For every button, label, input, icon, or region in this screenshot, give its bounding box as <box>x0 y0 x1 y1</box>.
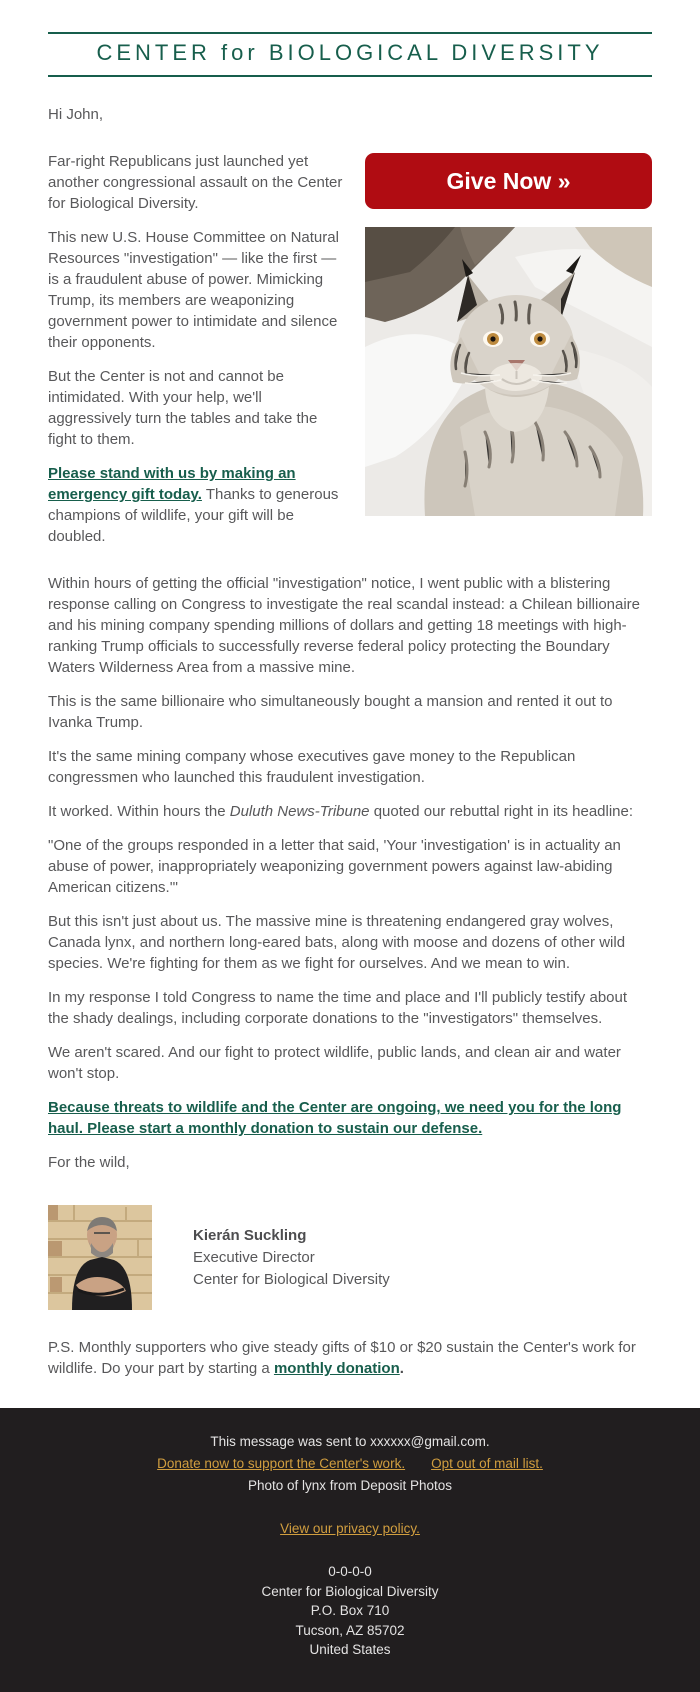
paragraph-text: It worked. Within hours the <box>48 803 230 820</box>
paragraph-text: . <box>399 1360 404 1377</box>
closing: For the wild, <box>48 1154 130 1171</box>
photo-credit: Photo of lynx from Deposit Photos <box>247 1478 453 1493</box>
cta-column <box>365 138 652 516</box>
intro-text-column <box>48 138 344 560</box>
paragraph <box>48 801 652 822</box>
signer-title: Executive Director <box>193 1248 315 1266</box>
give-now-button[interactable]: Give Now » <box>365 153 652 209</box>
greeting: Hi John, <box>48 106 104 123</box>
paragraph: But this isn't just about us. The massive mine is threatening endangered gray wolves, Canada lynx, and northern long-eared bats, along with moose and dozens of other wild species. We're fighting for them as we fight for ourselves. And we mean to win. <box>48 913 626 972</box>
body-section <box>0 573 700 1173</box>
paragraph: This new U.S. House Committee on Natural Resources "investigation" — like the first — is a fraudulent abuse of power. Mimicking Trump, its members are weaponizing government power to intimidate and silence their opponents. <box>48 229 339 351</box>
footer-country: United States <box>309 1642 391 1657</box>
email-footer <box>0 1408 700 1692</box>
paragraph: It's the same mining company whose executives gave money to the Republican congressmen who launched this fraudulent investigation. <box>48 748 576 786</box>
footer-po-box: P.O. Box 710 <box>310 1603 390 1618</box>
monthly-donation-link[interactable]: Because threats to wildlife and the Center are ongoing, we need you for the long haul. Please start a monthly donation to sustain our defense. <box>48 1099 622 1137</box>
sent-to-text: This message was sent to xxxxxx@gmail.com. <box>210 1434 490 1449</box>
footer-city: Tucson, AZ 85702 <box>295 1622 405 1638</box>
paragraph <box>48 463 344 547</box>
privacy-row <box>0 1518 700 1540</box>
newspaper-name: Duluth News-Tribune <box>229 803 370 820</box>
paragraph-text: quoted our rebuttal right in its headline: <box>369 803 634 820</box>
lynx-photo <box>365 227 652 516</box>
paragraph-text: Thanks to generous champions of wildlife, your gift will be doubled. <box>48 486 339 545</box>
signer-org: Center for Biological Diversity <box>193 1270 390 1288</box>
paragraph-text: P.S. Monthly supporters who give steady gifts of $10 or $20 sustain the Center's work for wildlife. Do your part by starting a <box>48 1339 636 1377</box>
paragraph: We aren't scared. And our fight to protect wildlife, public lands, and clean air and water won't stop. <box>48 1044 621 1082</box>
ps-monthly-donation-link[interactable]: monthly donation <box>273 1360 400 1377</box>
masthead <box>48 32 652 77</box>
footer-links-row <box>0 1453 700 1475</box>
footer-donate-link[interactable]: Donate now to support the Center's work. <box>157 1456 406 1471</box>
paragraph: But the Center is not and cannot be intimidated. With your help, we'll aggressively turn the tables and take the fight to them. <box>48 368 318 448</box>
paragraph: In my response I told Congress to name the time and place and I'll publicly testify about the shady dealings, including corporate donations to the "investigators" themselves. <box>48 989 628 1027</box>
signature-block <box>0 1205 700 1310</box>
emergency-gift-link[interactable]: Please stand with us by making an emergency gift today. <box>48 465 296 503</box>
paragraph <box>48 1097 652 1139</box>
footer-optout-link[interactable]: Opt out of mail list. <box>431 1456 543 1471</box>
privacy-policy-link[interactable]: View our privacy policy. <box>280 1521 420 1536</box>
paragraph: Far-right Republicans just launched yet another congressional assault on the Center for Biological Diversity. <box>48 153 343 212</box>
paragraph: Within hours of getting the official "investigation" notice, I went public with a blistering response calling on Congress to investigate the real scandal instead: a Chilean billionaire and his mining company spending millions of dollars and getting 18 meetings with high-ranking Trump officials to successfully reverse federal policy protecting the Boundary Waters Wilderness Area from a massive mine. <box>48 575 641 676</box>
org-logo-text: CENTER for BIOLOGICAL DIVERSITY <box>96 40 604 65</box>
paragraph: This is the same billionaire who simultaneously bought a mansion and rented it out to Ivanka Trump. <box>48 693 613 731</box>
paragraph: "One of the groups responded in a letter that said, 'Your 'investigation' is in actuality an abuse of power, inappropriately weaponizing government powers against law-abiding American citizens.'" <box>48 837 621 896</box>
signer-name: Kierán Suckling <box>193 1226 307 1244</box>
signature-text <box>193 1225 390 1291</box>
address-block <box>0 1562 700 1660</box>
footer-separator: 0-0-0-0 <box>328 1564 372 1579</box>
footer-org-name: Center for Biological Diversity <box>261 1583 439 1599</box>
director-photo <box>48 1205 152 1310</box>
ps-paragraph <box>48 1337 652 1379</box>
intro-section <box>0 138 700 560</box>
